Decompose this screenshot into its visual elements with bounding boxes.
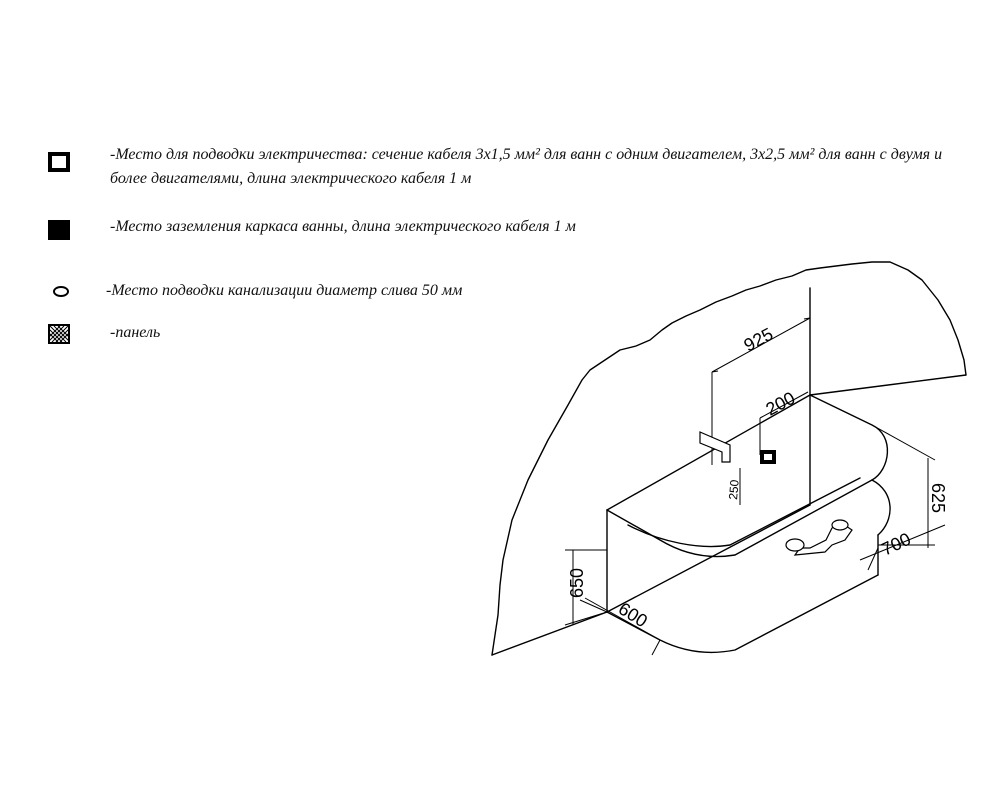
- dim-625: 625: [928, 483, 948, 514]
- dim-200: 200: [762, 387, 799, 420]
- legend-panel-text: -панель: [110, 324, 161, 341]
- wall-spout: [700, 432, 730, 462]
- legend-ground-text: -Место заземления каркаса ванны, длина электрического кабеля 1 м: [110, 218, 576, 235]
- deck-mixer: [786, 520, 852, 555]
- wall-electrical-box: [760, 450, 776, 464]
- dim-250: 250: [726, 479, 742, 501]
- tub-rounded-end-side: [872, 480, 890, 535]
- dim-650: 650: [567, 567, 587, 598]
- tub-back-bottom-edge: [607, 505, 810, 612]
- dim-600: 600: [614, 598, 651, 632]
- legend-power-line2: более двигателями, длина электрического кабеля 1 м: [110, 170, 472, 187]
- wall-right-edge: [810, 375, 966, 395]
- tub-inner-bowl: [628, 478, 860, 546]
- tub-rounded-end-top: [810, 395, 887, 480]
- legend-power-line1: -Место для подводки электричества: сечение кабеля 3x1,5 мм² для ванн с одним двигателем, 3x2,5 мм² для ванн с двумя и: [110, 146, 943, 163]
- legend-drain-text: -Место подводки канализации диаметр слива 50 мм: [106, 282, 463, 299]
- floor-line: [492, 612, 607, 655]
- dim-700: 700: [878, 528, 914, 560]
- dim-925: 925: [740, 323, 777, 356]
